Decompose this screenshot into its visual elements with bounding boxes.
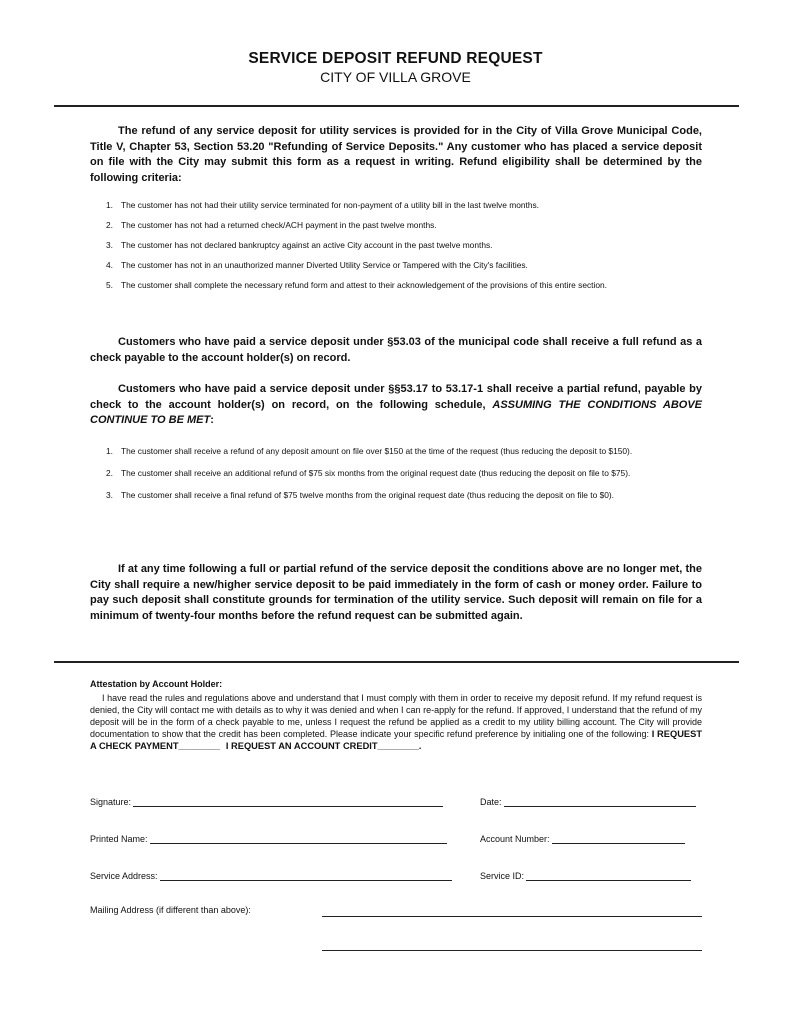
list-item: 2. The customer has not had a returned check/ACH payment in the past twelve months.: [106, 220, 437, 230]
service-id-label: Service ID:: [480, 871, 525, 881]
top-divider: [54, 105, 739, 107]
intro-paragraph: The refund of any service deposit for utility services is provided for in the City of Villa Grove Municipal Code, Title V, Chapter 53, Section 53.20 "Refunding of Service Deposits." Any customer who has placed a service deposit on file with the City may submit this form as a request in writing. Refund eligibility shall be determined by the following criteria:: [90, 125, 702, 184]
printed-name-line[interactable]: [150, 832, 447, 844]
criteria-list: [106, 199, 702, 291]
page-subtitle: CITY OF VILLA GROVE: [320, 69, 471, 85]
attestation-heading: Attestation by Account Holder:: [90, 679, 223, 689]
conditions-emphasis: ASSUMING THE CONDITIONS ABOVE CONTINUE TO BE MET: [90, 398, 703, 427]
signature-line[interactable]: [133, 795, 443, 807]
signature-label: Signature:: [90, 797, 132, 807]
account-number-label: Account Number:: [480, 834, 550, 844]
list-item: 1. The customer shall receive a refund of any deposit amount on file over $150 at the time of the request (thus reducing the deposit to $150).: [106, 446, 633, 456]
signature-field[interactable]: [90, 795, 443, 807]
conditions-warning-paragraph: If at any time following a full or partial refund of the service deposit the conditions above are no longer met, the City shall require a new/higher service deposit to be paid immediately in the form of cash or money order. Failure to pay such deposit shall constitute grounds for termination of the utility service. Such deposit will remain on file for a minimum of twenty-four months before the refund request can be submitted again.: [90, 563, 702, 622]
full-refund-paragraph: Customers who have paid a service deposit under §53.03 of the municipal code shall receive a full refund as a check payable to the account holder(s) on record.: [90, 336, 702, 364]
mailing-address-line-1[interactable]: [322, 905, 702, 917]
date-label: Date:: [480, 797, 502, 807]
account-number-line[interactable]: [552, 832, 685, 844]
date-line[interactable]: [504, 795, 696, 807]
date-field[interactable]: [480, 795, 696, 807]
printed-name-label: Printed Name:: [90, 834, 148, 844]
service-id-field[interactable]: [480, 869, 691, 881]
account-number-field[interactable]: [480, 832, 685, 844]
list-item: 1. The customer has not had their utility service terminated for non-payment of a utility bill in the last twelve months.: [106, 200, 540, 210]
mailing-address-label: Mailing Address (if different than above):: [90, 905, 251, 915]
service-id-line[interactable]: [526, 869, 691, 881]
account-credit-option: I REQUEST AN ACCOUNT CREDIT________.: [225, 741, 422, 752]
page-title: SERVICE DEPOSIT REFUND REQUEST: [248, 50, 543, 67]
partial-refund-paragraph: Customers who have paid a service deposit under §§53.17 to 53.17-1 shall receive a partial refund, payable by check to the account holder(s) on record, on the following schedule, ASSUMING THE CONDITIONS ABOVE CONTINUE TO BE MET:: [90, 383, 703, 427]
mailing-address-line-2[interactable]: [322, 939, 702, 951]
attestation-body: I have read the rules and regulations above and understand that I must comply with them in order to receive my deposit refund. If my refund request is denied, the City will contact me with details as to why it was denied and when I can re-apply for the refund. If approved, I understand that the refund of my deposit will be in the form of a check payable to me, unless I request the refund be applied as a credit to my utility billing account. The City will provide documentation to show that the credit has been completed. Please indicate your specific refund preference by initialing one of the following: I REQUEST A CHECK PAYMENT________ I REQUEST AN ACCOUNT CREDIT________.: [90, 693, 703, 752]
list-item: 4. The customer has not in an unauthorized manner Diverted Utility Service or Tampered with the City's facilities.: [106, 260, 528, 270]
service-address-label: Service Address:: [90, 871, 158, 881]
service-address-line[interactable]: [160, 869, 452, 881]
mailing-address-field[interactable]: [90, 905, 251, 915]
list-item: 2. The customer shall receive an additional refund of $75 six months from the original request date (thus reducing the deposit on file to $75).: [106, 468, 631, 478]
schedule-list: [106, 445, 702, 501]
service-address-field[interactable]: [90, 869, 452, 881]
check-payment-option: I REQUEST A CHECK PAYMENT________: [90, 729, 703, 752]
list-item: 5. The customer shall complete the necessary refund form and attest to their acknowledgement of the provisions of this entire section.: [106, 280, 607, 290]
bottom-divider: [54, 661, 739, 663]
list-item: 3. The customer shall receive a final refund of $75 twelve months from the original request date (thus reducing the deposit on file to $0).: [106, 490, 615, 500]
list-item: 3. The customer has not declared bankruptcy against an active City account in the past twelve months.: [106, 240, 493, 250]
printed-name-field[interactable]: [90, 832, 447, 844]
